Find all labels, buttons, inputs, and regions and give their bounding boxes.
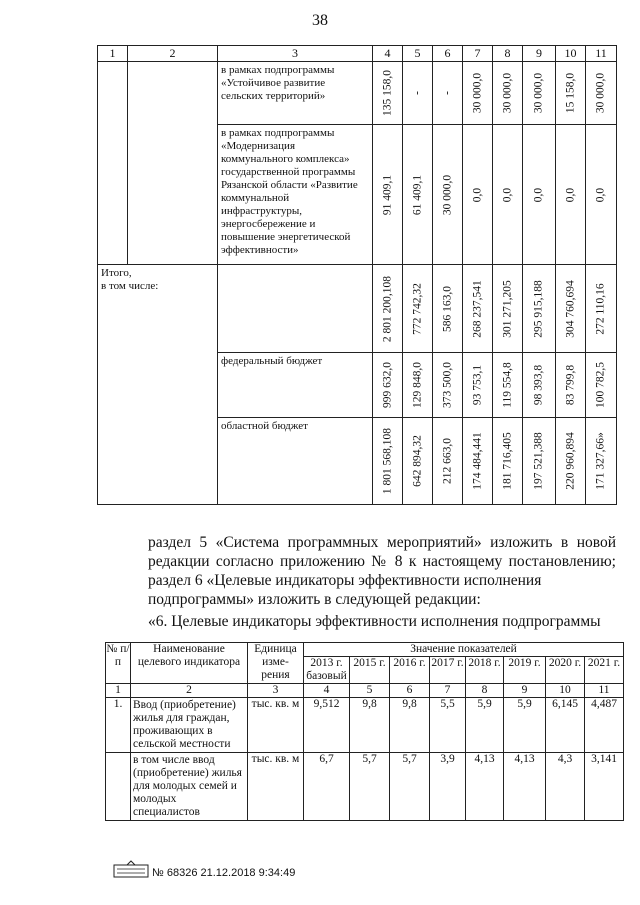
- value-text: 772 742,32: [411, 282, 423, 335]
- row-label: [218, 265, 373, 353]
- value-text: 0,0: [471, 187, 483, 202]
- value-text: 61 409,1: [411, 174, 423, 215]
- value-cell: [493, 418, 523, 505]
- value-cell: [463, 62, 493, 125]
- column-numbers-row: [106, 684, 624, 698]
- indicator-value: 4,13: [466, 753, 504, 821]
- funding-row: [98, 265, 617, 353]
- indicator-value: 3,141: [585, 753, 624, 821]
- indicator-value: 5,7: [390, 753, 430, 821]
- value-text: 220 960,894: [564, 432, 576, 490]
- header-col-1: 1: [98, 46, 128, 62]
- value-cell: [373, 62, 403, 125]
- value-cell: [523, 353, 556, 418]
- col2-cell: [128, 62, 218, 265]
- year-header: 2021 г.: [585, 657, 624, 684]
- col-name-header: Наименование целевого индикатора: [131, 643, 248, 684]
- year-header: 2013 г. базовый: [304, 657, 350, 684]
- header-col-3: 3: [218, 46, 373, 62]
- value-cell: [373, 125, 403, 265]
- value-text: 100 782,5: [594, 362, 607, 408]
- indicator-value: 9,8: [350, 698, 390, 753]
- value-text: 119 554,8: [501, 362, 513, 408]
- value-cell: [493, 125, 523, 265]
- row-label: областной бюджет: [218, 418, 373, 505]
- row-label: в рамках подпрограммы «Модернизация коммунального комплекса» государственной программы Рязанской области «Развитие коммунальной инфраструктуры, энергосбережение и повышение энергетической эффективности»: [218, 125, 373, 265]
- indicator-value: 5,7: [350, 753, 390, 821]
- value-cell: [373, 265, 403, 353]
- value-text: 93 753,1: [471, 364, 483, 406]
- value-text: 1 801 568,108: [381, 427, 393, 495]
- funding-row: [98, 62, 617, 125]
- indicator-row: [106, 753, 624, 821]
- value-text: 304 760,694: [564, 279, 576, 338]
- funding-table-header: [98, 46, 617, 62]
- value-text: 129 848,0: [411, 362, 423, 408]
- value-cell: [373, 418, 403, 505]
- year-header: 2020 г.: [546, 657, 585, 684]
- value-text: 2 801 200,108: [381, 275, 393, 342]
- column-number: 4: [304, 684, 350, 698]
- paragraph-section5: [148, 533, 616, 571]
- page-number: 38: [312, 12, 328, 29]
- value-text: 30 000,0: [441, 174, 453, 215]
- year-header: 2019 г.: [504, 657, 546, 684]
- value-cell: [433, 353, 463, 418]
- col1-cell: [98, 62, 128, 265]
- indicator-value: 5,5: [430, 698, 466, 753]
- value-cell: [586, 62, 617, 125]
- value-cell: [556, 265, 586, 353]
- value-cell: [403, 125, 433, 265]
- section-heading: «6. Целевые индикаторы эффективности исполнения подпрограммы: [148, 613, 601, 630]
- header-col-2: 2: [128, 46, 218, 62]
- value-cell: [586, 125, 617, 265]
- header-col-8: 8: [493, 46, 523, 62]
- year-header: 2016 г.: [390, 657, 430, 684]
- header-col-6: 6: [433, 46, 463, 62]
- year-header: 2015 г.: [350, 657, 390, 684]
- indicator-value: 5,9: [504, 698, 546, 753]
- indicator-value: 4,3: [546, 753, 585, 821]
- header-col-7: 7: [463, 46, 493, 62]
- value-cell: [523, 265, 556, 353]
- column-number: 5: [350, 684, 390, 698]
- col-values-header: Значение показателей: [304, 643, 624, 657]
- indicator-unit: тыс. кв. м: [248, 698, 304, 753]
- value-text: 0,0: [532, 187, 545, 202]
- year-header: 2017 г.: [430, 657, 466, 684]
- value-text: 30 000,0: [471, 72, 483, 114]
- indicator-value: 4,487: [585, 698, 624, 753]
- value-cell: [556, 353, 586, 418]
- value-text: -: [441, 91, 453, 95]
- value-cell: [556, 125, 586, 265]
- value-cell: [586, 353, 617, 418]
- year-header: 2018 г.: [466, 657, 504, 684]
- value-text: 642 894,32: [411, 435, 423, 487]
- value-cell: [403, 265, 433, 353]
- value-cell: [433, 265, 463, 353]
- value-text: 212 663,0: [441, 438, 453, 484]
- agency-logo-icon: [113, 860, 149, 880]
- value-text: 586 163,0: [441, 285, 453, 332]
- col-unit-header: Единица изме-рения: [248, 643, 304, 684]
- value-text: 181 716,405: [501, 432, 513, 490]
- value-text: 272 110,16: [594, 282, 607, 335]
- value-cell: [556, 418, 586, 505]
- value-cell: [586, 418, 617, 505]
- value-cell: [463, 265, 493, 353]
- value-text: -: [411, 91, 423, 95]
- header-col-5: 5: [403, 46, 433, 62]
- value-cell: [493, 265, 523, 353]
- value-text: 171 327,66»: [594, 432, 607, 490]
- column-number: 7: [430, 684, 466, 698]
- indicator-value: 6,145: [546, 698, 585, 753]
- value-text: 91 409,1: [381, 174, 393, 215]
- value-text: 83 799,8: [564, 364, 576, 406]
- value-cell: [403, 353, 433, 418]
- indicator-value: 9,8: [390, 698, 430, 753]
- paragraph-section5-text: раздел 5 «Система программных мероприятий» изложить в новой редакции согласно приложению № 8 к настоящему постановлению;: [148, 534, 616, 570]
- value-text: 30 000,0: [501, 72, 513, 114]
- value-text: 268 237,541: [471, 279, 483, 338]
- indicator-num: 1.: [106, 698, 131, 753]
- value-cell: [463, 418, 493, 505]
- value-text: 999 632,0: [381, 362, 393, 408]
- value-text: 15 158,0: [564, 72, 576, 114]
- column-number: 8: [466, 684, 504, 698]
- value-cell: [433, 62, 463, 125]
- indicator-value: 6,7: [304, 753, 350, 821]
- indicator-value: 4,13: [504, 753, 546, 821]
- value-cell: [493, 353, 523, 418]
- value-cell: [493, 62, 523, 125]
- indicator-name: в том числе ввод (приобретение) жилья для молодых семей и молодых специалистов: [131, 753, 248, 821]
- column-number: 1: [106, 684, 131, 698]
- col-num-header: № п/п: [106, 643, 131, 684]
- total-label-cell: Итого, в том числе:: [98, 265, 218, 505]
- column-number: 9: [504, 684, 546, 698]
- paragraph-section6: [148, 571, 616, 609]
- indicator-value: 5,9: [466, 698, 504, 753]
- value-text: 0,0: [594, 187, 607, 202]
- value-cell: [463, 125, 493, 265]
- value-text: 373 500,0: [441, 362, 453, 408]
- value-cell: [523, 418, 556, 505]
- value-text: 0,0: [501, 187, 513, 202]
- value-cell: [373, 353, 403, 418]
- column-number: 11: [585, 684, 624, 698]
- value-text: 30 000,0: [532, 72, 545, 114]
- value-text: 30 000,0: [594, 72, 607, 114]
- value-cell: [403, 62, 433, 125]
- indicator-unit: тыс. кв. м: [248, 753, 304, 821]
- indicator-num: [106, 753, 131, 821]
- column-number: 6: [390, 684, 430, 698]
- indicator-name: Ввод (приобретение) жилья для граждан, проживающих в сельской местности: [131, 698, 248, 753]
- header-col-4: 4: [373, 46, 403, 62]
- value-cell: [523, 125, 556, 265]
- value-text: 135 158,0: [381, 70, 393, 116]
- header-col-11: 11: [586, 46, 617, 62]
- funding-table: [97, 45, 617, 505]
- indicators-table: [105, 642, 624, 821]
- value-cell: [586, 265, 617, 353]
- value-text: 98 393,8: [532, 364, 545, 406]
- row-label: федеральный бюджет: [218, 353, 373, 418]
- paragraph-section6-text: раздел 6 «Целевые индикаторы эффективности исполнения подпрограммы» изложить в следующей редакции:: [148, 572, 542, 608]
- value-text: 174 484,441: [471, 432, 483, 490]
- value-cell: [523, 62, 556, 125]
- column-number: 2: [131, 684, 248, 698]
- row-label: в рамках подпрограммы «Устойчивое развитие сельских территорий»: [218, 62, 373, 125]
- value-cell: [463, 353, 493, 418]
- value-text: 197 521,388: [532, 432, 545, 490]
- header-col-9: 9: [523, 46, 556, 62]
- value-cell: [403, 418, 433, 505]
- indicator-value: 3,9: [430, 753, 466, 821]
- value-text: 301 271,205: [501, 279, 513, 338]
- indicator-value: 9,512: [304, 698, 350, 753]
- column-number: 10: [546, 684, 585, 698]
- column-number: 3: [248, 684, 304, 698]
- value-cell: [433, 418, 463, 505]
- value-text: 295 915,188: [532, 279, 545, 338]
- header-col-10: 10: [556, 46, 586, 62]
- value-cell: [556, 62, 586, 125]
- value-cell: [433, 125, 463, 265]
- indicator-row: [106, 698, 624, 753]
- document-stamp: № 68326 21.12.2018 9:34:49: [152, 867, 296, 879]
- value-text: 0,0: [564, 187, 576, 202]
